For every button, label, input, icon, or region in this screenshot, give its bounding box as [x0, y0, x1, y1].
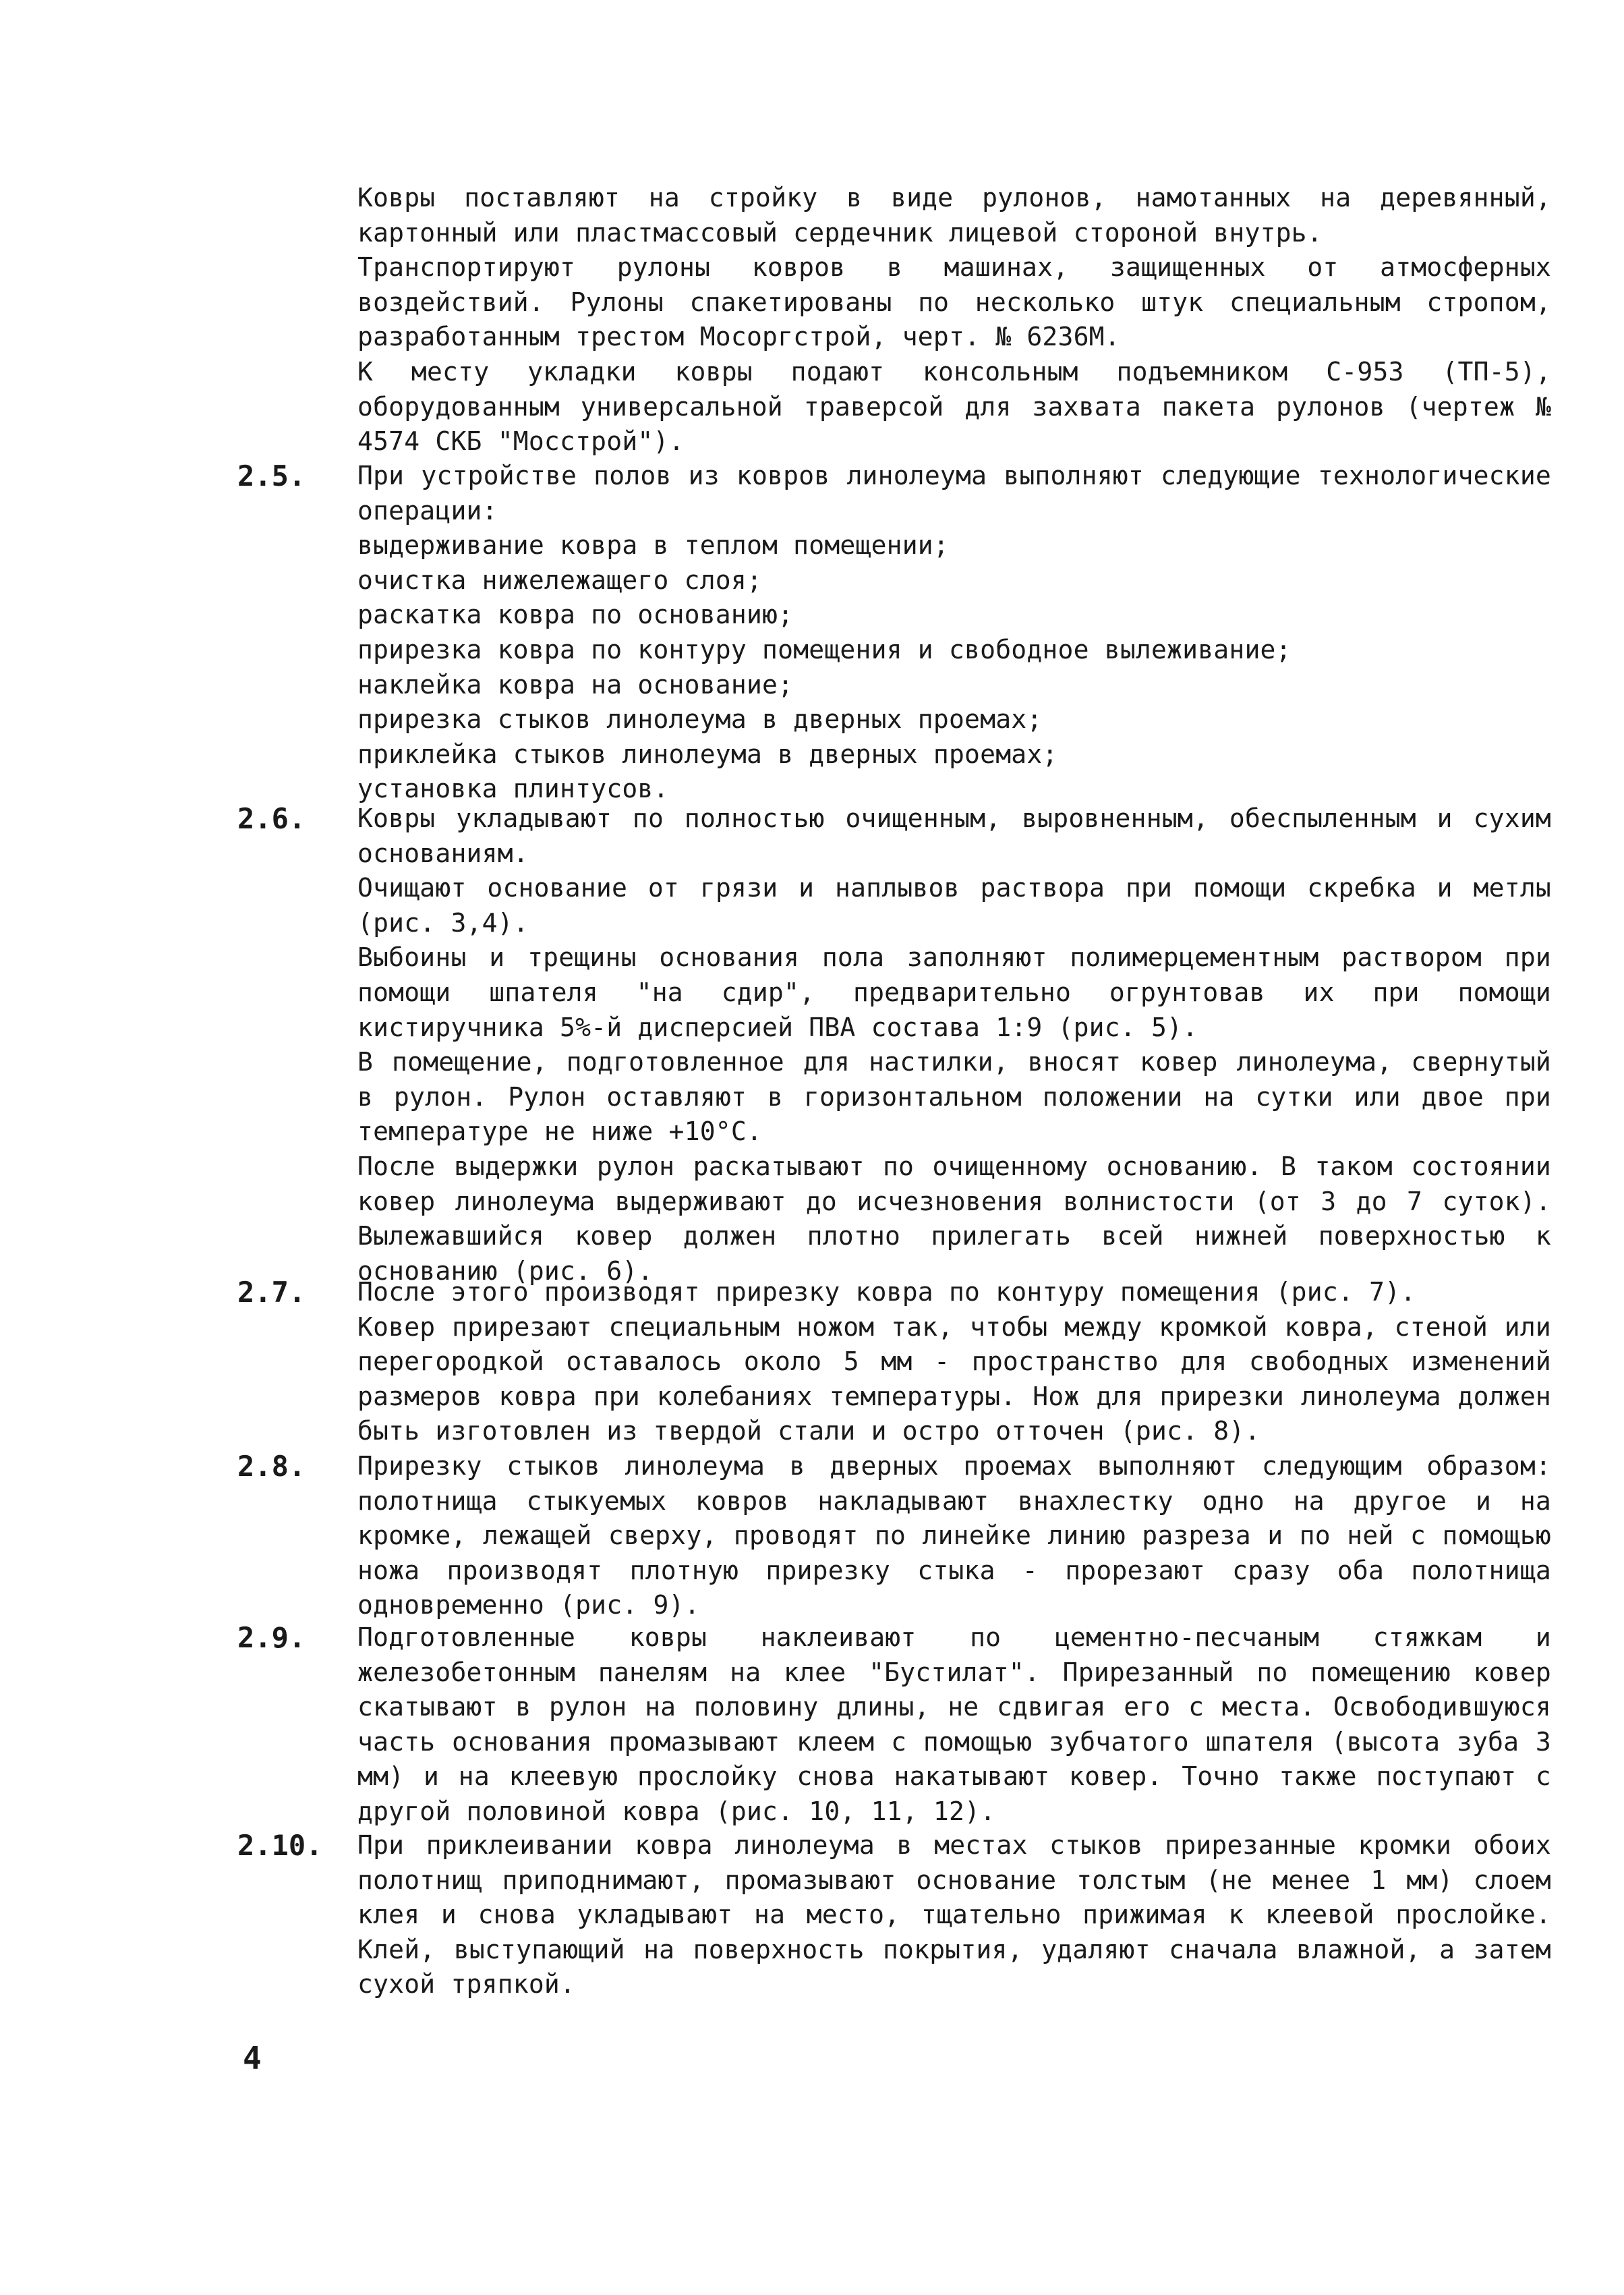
section-paragraph: Ковер прирезают специальным ножом так, чтобы между кромкой ковра, стеной или перегородкой оставалось около 5 мм - пространство для свободных изменений размеров ковра при колебаниях температуры. Нож для прирезки линолеума должен быть изготовлен из твердой стали и остро отточен (рис. 8). — [357, 1311, 1551, 1446]
operation-list-item: прирезка ковра по контуру помещения и свободное вылеживание; — [357, 634, 1292, 664]
section-2-7 — [237, 1275, 1551, 1449]
section-paragraph: Ковры укладывают по полностью очищенным, выровненным, обеспыленным и сухим основаниям. — [357, 803, 1551, 868]
section-2-8 — [237, 1449, 1551, 1623]
section-number: 2.8. — [237, 1450, 306, 1483]
operation-list-item: приклейка стыков линолеума в дверных проемах; — [357, 739, 1058, 769]
operation-list-item: прирезка стыков линолеума в дверных проемах; — [357, 704, 1043, 735]
section-paragraph: При приклеивании ковра линолеума в местах стыков прирезанные кромки обоих полотнищ приподнимают, промазывают основание толстым (не менее 1 мм) слоем клея и снова укладывают на место, тщательно прижимая к клеевой прослойке. Клей, выступающий на поверхность покрытия, удаляют сначала влажной, а затем сухой тряпкой. — [357, 1830, 1551, 2000]
intro-paragraph: К месту укладки ковры подают консольным подъемником С-953 (ТП-5), оборудованным универсальной траверсой для захвата пакета рулонов (чертеж № 4574 СКБ "Мосстрой"). — [357, 356, 1551, 457]
section-number: 2.6. — [237, 802, 306, 835]
section-paragraph: Выбоины и трещины основания пола заполняют полимерцементным раствором при помощи шпателя "на сдир", предварительно огрунтовав их при помощи кистиручника 5%-й дисперсией ПВА состава 1:9 (рис. 5). — [357, 942, 1551, 1042]
operation-list-item: раскатка ковра по основанию; — [357, 600, 794, 630]
section-2-10 — [237, 1828, 1551, 2002]
section-paragraph: Очищают основание от грязи и наплывов раствора при помощи скребка и метлы (рис. 3,4). — [357, 873, 1551, 938]
section-paragraph: В помещение, подготовленное для настилки, вносят ковер линолеума, свернутый в рулон. Рулон оставляют в горизонтальном положении на сутки или двое при температуре не ниже +10°С. — [357, 1047, 1551, 1147]
section-paragraph: После этого производят прирезку ковра по контуру помещения (рис. 7). — [357, 1277, 1416, 1307]
section-paragraph: При устройстве полов из ковров линолеума выполняют следующие технологические операции: — [357, 461, 1551, 526]
operation-list-item: наклейка ковра на основание; — [357, 669, 794, 700]
section-number: 2.9. — [237, 1621, 306, 1654]
section-paragraph: Подготовленные ковры наклеивают по цементно-песчаным стяжкам и железобетонным панелям на клее "Бустилат". Прирезанный по помещению ковер скатывают в рулон на половину длины, не сдвигая его с места. Освободившуюся часть основания промазывают клеем с помощью зубчатого шпателя (высота зуба 3 мм) и на клеевую прослойку снова накатывают ковер. Точно также поступают с другой половиной ковра (рис. 10, 11, 12). — [357, 1622, 1551, 1826]
section-2-5 — [237, 459, 1551, 807]
operation-list-item: установка плинтусов. — [357, 774, 669, 804]
intro-paragraph: Транспортируют рулоны ковров в машинах, защищенных от атмосферных воздействий. Рулоны спакетированы по несколько штук специальным стропом, разработанным трестом Мосоргстрой, черт. № 6236М. — [357, 252, 1551, 352]
operation-list-item: выдерживание ковра в теплом помещении; — [357, 530, 949, 561]
section-number: 2.5. — [237, 459, 306, 492]
section-2-9 — [237, 1620, 1551, 1830]
intro-paragraph: Ковры поставляют на стройку в виде рулонов, намотанных на деревянный, картонный или пластмассовый сердечник лицевой стороной внутрь. — [357, 183, 1551, 248]
section-number: 2.7. — [237, 1276, 306, 1309]
section-2-6 — [237, 801, 1551, 1288]
section-paragraph: После выдержки рулон раскатывают по очищенному основанию. В таком состоянии ковер линолеума выдерживают до исчезновения волнистости (от 3 до 7 суток). Вылежавшийся ковер должен плотно прилегать всей нижней поверхностью к основанию (рис. 6). — [357, 1151, 1551, 1286]
section-number: 2.10. — [237, 1829, 323, 1862]
operation-list-item: очистка нижележащего слоя; — [357, 565, 763, 595]
intro-block — [357, 181, 1551, 459]
page-number: 4 — [243, 2040, 262, 2076]
section-paragraph: Прирезку стыков линолеума в дверных проемах выполняют следующим образом: полотнища стыкуемых ковров накладывают внахлестку одно на другое и на кромке, лежащей сверху, проводят по линейке линию разреза и по ней с помощью ножа производят плотную прирезку стыка - прорезают сразу оба полотнища одновременно (рис. 9). — [357, 1451, 1551, 1620]
